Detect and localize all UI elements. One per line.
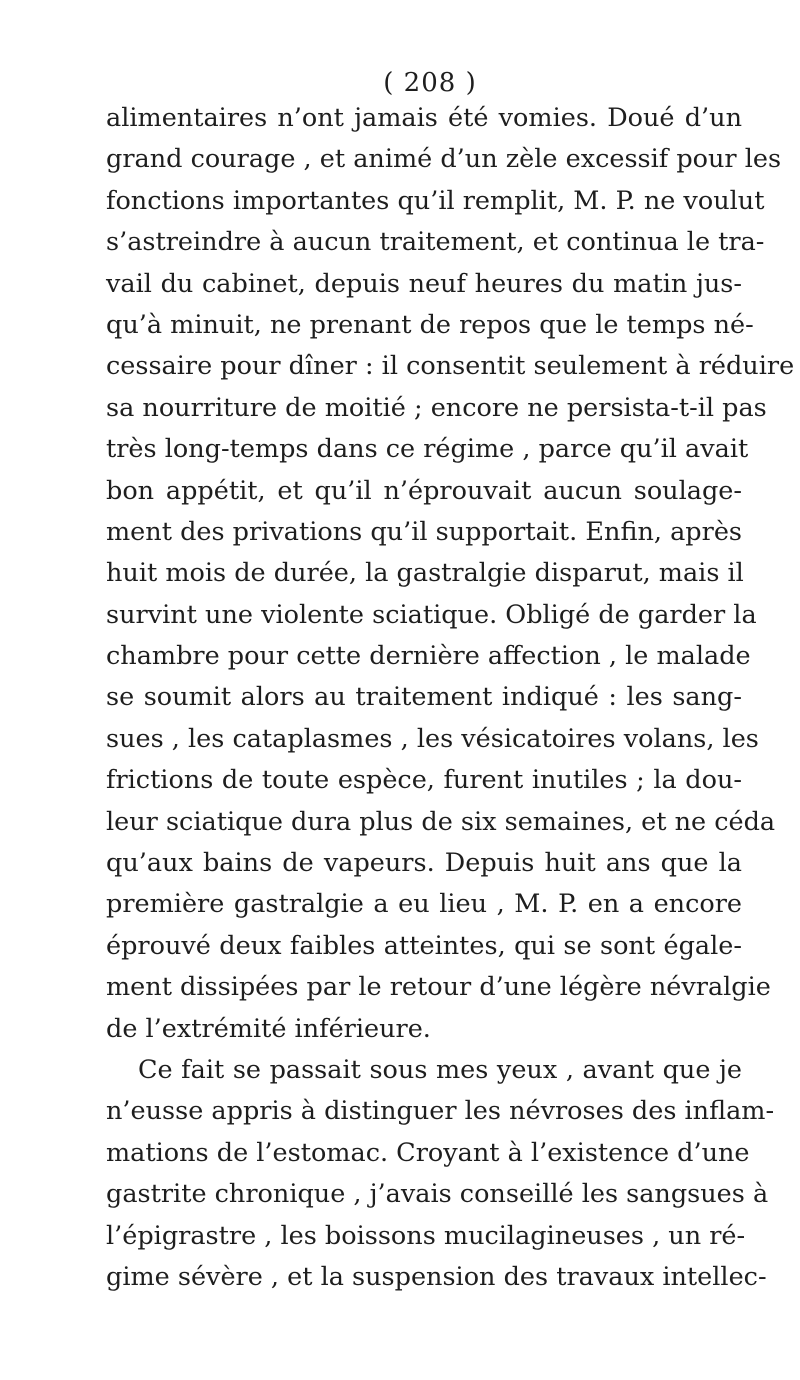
text-line: première gastralgie a eu lieu , M. P. en a encore xyxy=(106,889,742,920)
text-line: bon appétit, et qu’il n’éprouvait aucun soulage- xyxy=(106,475,742,506)
text-line: chambre pour cette dernière affection , le malade xyxy=(106,641,751,672)
text-line: fonctions importantes qu’il remplit, M. P. ne voulut xyxy=(106,185,765,216)
text-line: s’astreindre à aucun traitement, et continua le tra- xyxy=(106,227,765,258)
text-line: survint une violente sciatique. Obligé de garder la xyxy=(106,599,757,630)
text-line: sues , les cataplasmes , les vésicatoires volans, les xyxy=(106,723,759,754)
text-line: éprouvé deux faibles atteintes, qui se sont égale- xyxy=(106,930,742,961)
text-line: très long-temps dans ce régime , parce qu’il avait xyxy=(106,434,749,465)
text-line: huit mois de durée, la gastralgie disparut, mais il xyxy=(106,558,744,589)
paragraph-start-line: Ce fait se passait sous mes yeux , avant que je xyxy=(138,1054,742,1085)
text-line: l’épigrastre , les boissons mucilagineuses , un ré- xyxy=(106,1220,746,1251)
text-line: qu’aux bains de vapeurs. Depuis huit ans que la xyxy=(106,848,742,879)
text-line: ment des privations qu’il supportait. Enfin, après xyxy=(106,516,742,547)
text-line: gastrite chronique , j’avais conseillé les sangsues à xyxy=(106,1179,769,1210)
text-line: gime sévère , et la suspension des travaux intellec- xyxy=(106,1261,767,1292)
text-line: n’eusse appris à distinguer les névroses des inflam- xyxy=(106,1096,775,1127)
text-line: grand courage , et animé d’un zèle excessif pour les xyxy=(106,144,782,175)
text-line: se soumit alors au traitement indiqué : les sang- xyxy=(106,682,742,713)
text-line: frictions de toute espèce, furent inutiles ; la dou- xyxy=(106,765,742,796)
text-line: vail du cabinet, depuis neuf heures du matin jus- xyxy=(106,268,742,299)
text-line: mations de l’estomac. Croyant à l’existence d’une xyxy=(106,1137,750,1168)
body-text xyxy=(106,98,795,1298)
text-line: ment dissipées par le retour d’une légère névralgie xyxy=(106,972,771,1003)
text-line: qu’à minuit, ne prenant de repos que le temps né- xyxy=(106,309,754,340)
text-line: cessaire pour dîner : il consentit seulement à réduire xyxy=(106,351,795,382)
paragraph-end-line: de l’extrémité inférieure. xyxy=(106,1013,431,1044)
text-line: sa nourriture de moitié ; encore ne persista-t-il pas xyxy=(106,392,767,423)
page-number: ( 208 ) xyxy=(383,68,477,98)
text-line: alimentaires n’ont jamais été vomies. Doué d’un xyxy=(106,103,742,133)
text-line: leur sciatique dura plus de six semaines, et ne céda xyxy=(106,806,776,837)
